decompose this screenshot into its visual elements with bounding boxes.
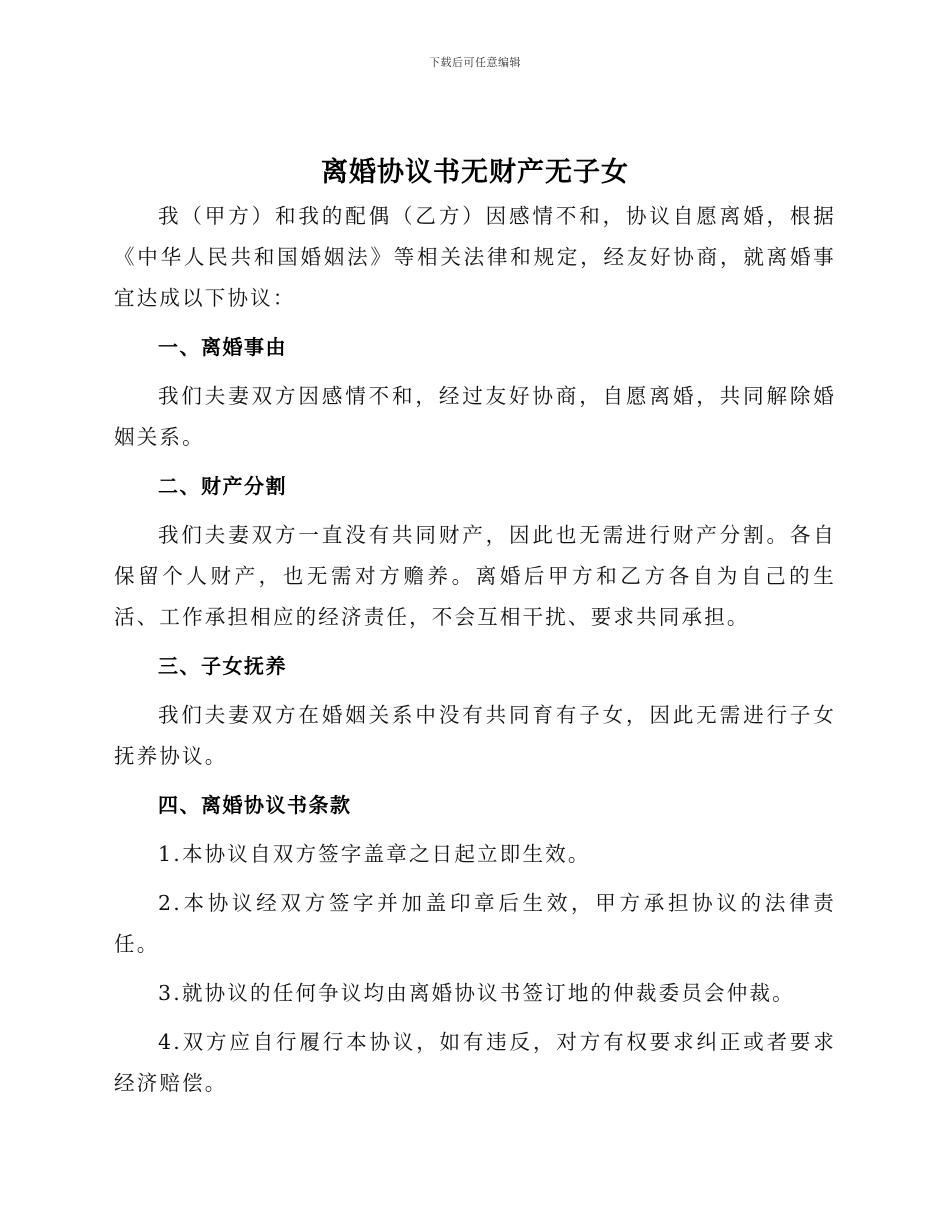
intro-paragraph: 我（甲方）和我的配偶（乙方）因感情不和，协议自愿离婚，根据《中华人民共和国婚姻法》等相关法律和规定，经友好协商，就离婚事宜达成以下协议： — [114, 204, 836, 310]
section-heading: 四、离婚协议书条款 — [158, 793, 352, 817]
header-note: 下载后可任意编辑 — [429, 56, 521, 69]
section-heading: 一、离婚事由 — [158, 335, 287, 359]
section-paragraph: 我们夫妻双方一直没有共同财产，因此也无需进行财产分割。各自保留个人财产，也无需对方赡养。离婚后甲方和乙方各自为自己的生活、工作承担相应的经济责任，不会互相干扰、要求共同承担。 — [114, 523, 836, 629]
section-heading: 二、财产分割 — [158, 474, 287, 498]
section-property-division — [114, 466, 836, 638]
section-agreement-terms — [114, 785, 836, 1104]
section-child-custody — [114, 646, 836, 777]
clause-paragraph: 2.本协议经双方签字并加盖印章后生效，甲方承担协议的法律责任。 — [114, 891, 836, 956]
section-paragraph: 我们夫妻双方因感情不和，经过友好协商，自愿离婚，共同解除婚姻关系。 — [114, 384, 836, 449]
section-divorce-reason — [114, 327, 836, 458]
section-paragraph: 我们夫妻双方在婚姻关系中没有共同育有子女，因此无需进行子女抚养协议。 — [114, 703, 836, 768]
document-title: 离婚协议书无财产无子女 — [321, 157, 629, 188]
clause-paragraph: 1.本协议自双方签字盖章之日起立即生效。 — [158, 842, 591, 866]
clause-paragraph: 4.双方应自行履行本协议，如有违反，对方有权要求纠正或者要求经济赔偿。 — [114, 1030, 836, 1095]
document-body — [114, 196, 836, 1112]
clause-paragraph: 3.就协议的任何争议均由离婚协议书签订地的仲裁委员会仲裁。 — [158, 981, 795, 1005]
section-heading: 三、子女抚养 — [158, 654, 287, 678]
